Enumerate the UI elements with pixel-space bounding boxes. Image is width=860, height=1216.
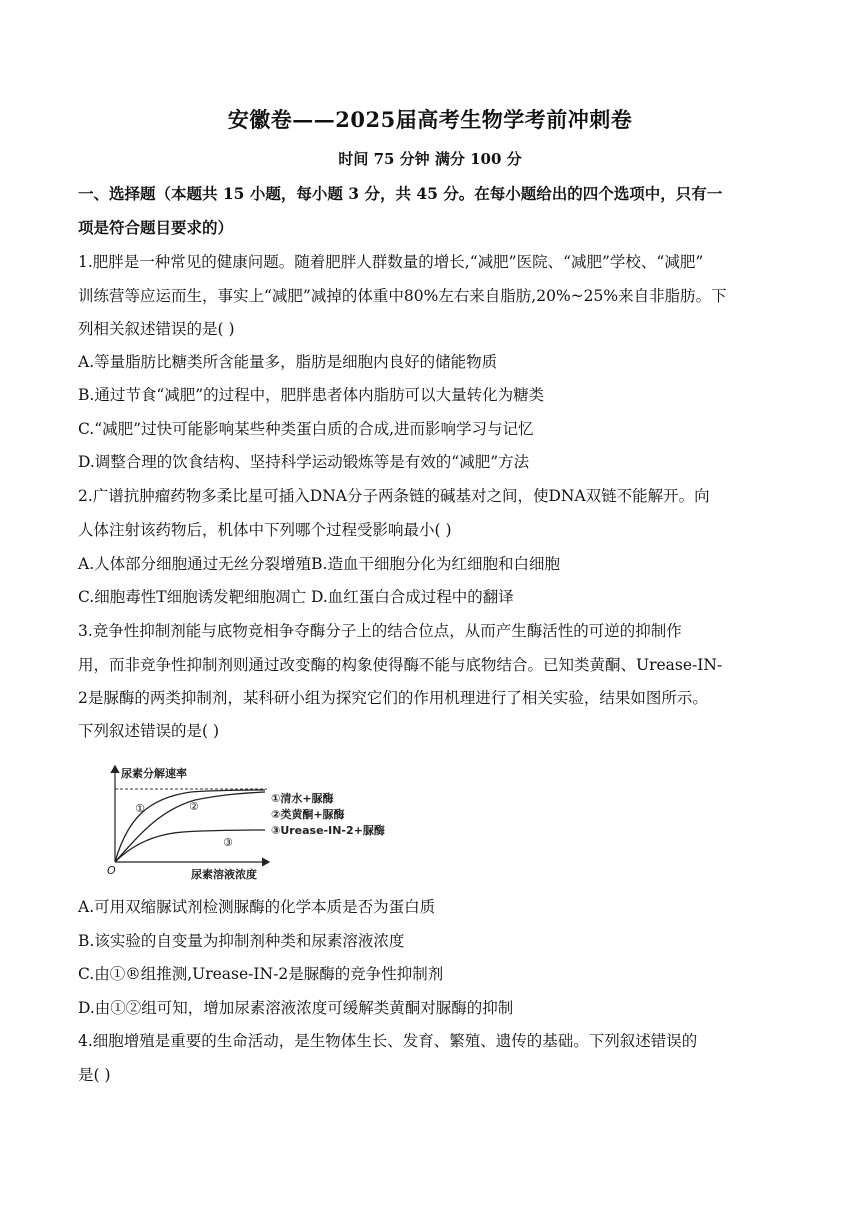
q3-option-c: C.由①®组推测,Urease-IN-2是脲酶的竞争性抑制剂: [78, 965, 444, 983]
q3-figure-svg: [105, 762, 405, 890]
q1-stem-line-3: 列相关叙述错误的是( ): [78, 320, 235, 338]
curve-mark-3: ③: [223, 836, 233, 849]
q2-stem-line-2: 人体注射该药物后，机体中下列哪个过程受影响最小( ): [78, 521, 452, 539]
q1-option-c: C.“减肥”过快可能影响某些种类蛋白质的合成,进而影响学习与记忆: [78, 420, 534, 438]
q2-stem-line-1: 2.广谱抗肿瘤药物多柔比星可插入DNA分子两条链的碱基对之间，使DNA双链不能解开。向: [78, 487, 710, 505]
q2-option-ab: A.人体部分细胞通过无丝分裂增殖B.造血干细胞分化为红细胞和白细胞: [78, 555, 560, 573]
q3-stem-line-3: 2是脲酶的两类抑制剂，某科研小组为探究它们的作用机理进行了相关实验，结果如图所示。: [78, 689, 708, 707]
q1-stem-line-1: 1.肥胖是一种常见的健康问题。随着肥胖人群数量的增长,“减肥”医院、“减肥”学校、“减肥”: [78, 253, 704, 271]
q3-option-b: B.该实验的自变量为抑制剂种类和尿素溶液浓度: [78, 932, 405, 950]
section-heading-line-1: 一、选择题（本题共 15 小题，每小题 3 分，共 45 分。在每小题给出的四个选项中，只有一: [78, 184, 723, 203]
curve-3: [115, 830, 265, 862]
q3-stem-line-4: 下列叙述错误的是( ): [78, 722, 220, 740]
q3-option-a: A.可用双缩脲试剂检测脲酶的化学本质是否为蛋白质: [78, 898, 436, 916]
q2-option-cd: C.细胞毒性T细胞诱发靶细胞凋亡 D.血红蛋白合成过程中的翻译: [78, 588, 514, 606]
x-axis-label: 尿素溶液浓度: [191, 868, 257, 881]
legend-item-3: ③Urease-IN-2+脲酶: [271, 824, 385, 837]
legend-item-1: ①清水+脲酶: [271, 792, 334, 805]
page-title: 安徽卷——2025届高考生物学考前冲刺卷: [227, 107, 633, 132]
q1-stem-line-2: 训练营等应运而生，事实上“减肥”减掉的体重中80%左右来自脂肪,20%~25%来自非脂肪。下: [78, 287, 727, 305]
legend-item-2: ②类黄酮+脲酶: [271, 808, 345, 821]
section-heading-line-2: 项是符合题目要求的）: [78, 218, 234, 237]
q1-option-d: D.调整合理的饮食结构、坚持科学运动锻炼等是有效的“减肥”方法: [78, 453, 530, 471]
q4-stem-line-2: 是( ): [78, 1066, 111, 1084]
curve-mark-2: ②: [189, 800, 199, 813]
q1-option-a: A.等量脂肪比糖类所含能量多，脂肪是细胞内良好的储能物质: [78, 353, 498, 371]
q3-figure: [105, 762, 405, 890]
origin-label: O: [107, 864, 116, 877]
q3-option-d: D.由①②组可知，增加尿素溶液浓度可缓解类黄酮对脲酶的抑制: [78, 999, 514, 1017]
exam-time-score: 时间 75 分钟 满分 100 分: [338, 150, 522, 168]
q4-stem-line-1: 4.细胞增殖是重要的生命活动，是生物体生长、发育、繁殖、遗传的基础。下列叙述错误的: [78, 1032, 698, 1050]
q3-stem-line-1: 3.竞争性抑制剂能与底物竞相争夺酶分子上的结合位点，从而产生酶活性的可逆的抑制作: [78, 622, 682, 640]
y-axis-label: 尿素分解速率: [121, 767, 187, 780]
q3-stem-line-2: 用，而非竞争性抑制剂则通过改变酶的构象使得酶不能与底物结合。已知类黄酮、Urease-IN-: [78, 656, 723, 674]
curve-mark-1: ①: [135, 802, 145, 815]
q1-option-b: B.通过节食“减肥”的过程中，肥胖患者体内脂肪可以大量转化为糖类: [78, 386, 545, 404]
